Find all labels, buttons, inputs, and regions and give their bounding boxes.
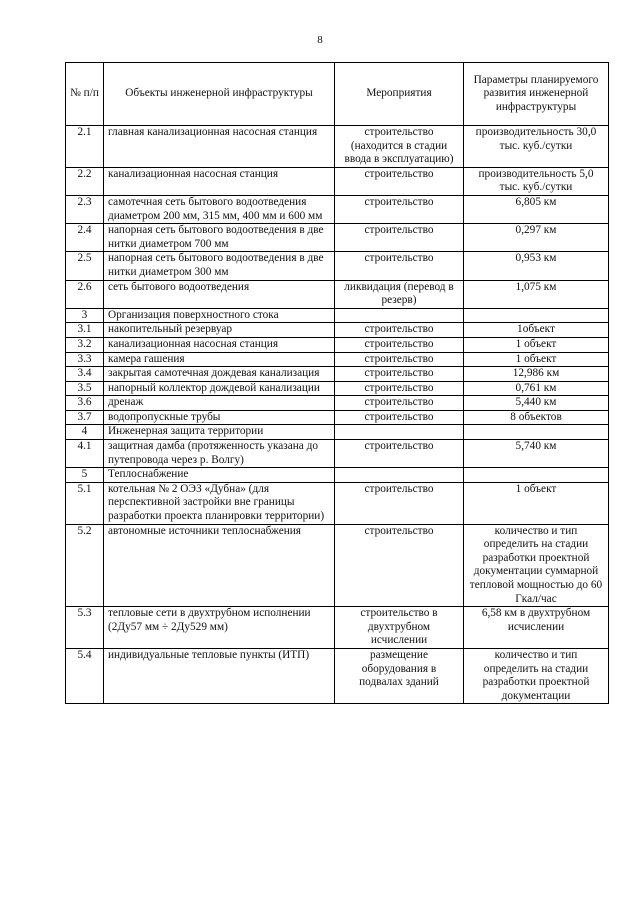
cell-object: сеть бытового водоотведения — [104, 280, 335, 308]
page-number: 8 — [317, 34, 323, 46]
header-object: Объекты инженерной инфраструктуры — [104, 63, 335, 126]
cell-num: 4.1 — [66, 440, 104, 468]
cell-params — [464, 308, 609, 323]
cell-object: накопительный резервуар — [104, 323, 335, 338]
cell-num: 2.4 — [66, 224, 104, 252]
cell-params: количество и тип определить на стадии разработки проектной документации суммарной тепловой мощностью до 60 Гкал/час — [464, 524, 609, 607]
cell-activity: строительство — [335, 352, 464, 367]
cell-object: камера гашения — [104, 352, 335, 367]
cell-object: напорный коллектор дождевой канализации — [104, 381, 335, 396]
cell-activity: строительство — [335, 337, 464, 352]
cell-num: 2.3 — [66, 195, 104, 223]
cell-activity: строительство — [335, 252, 464, 280]
table-row — [66, 337, 609, 352]
cell-params: 12,986 км — [464, 367, 609, 382]
table-row — [66, 126, 609, 168]
cell-num: 5.1 — [66, 482, 104, 524]
cell-params: 1 объект — [464, 482, 609, 524]
table-row — [66, 648, 609, 703]
cell-num: 2.2 — [66, 167, 104, 195]
cell-num: 4 — [66, 425, 104, 440]
cell-object: котельная № 2 ОЭЗ «Дубна» (для перспективной застройки вне границы разработки проекта планировки территории) — [104, 482, 335, 524]
cell-object: напорная сеть бытового водоотведения в две нитки диаметром 300 мм — [104, 252, 335, 280]
table-row — [66, 367, 609, 382]
cell-params: 0,761 км — [464, 381, 609, 396]
cell-num: 3.2 — [66, 337, 104, 352]
cell-activity: строительство — [335, 224, 464, 252]
cell-object: Теплоснабжение — [104, 468, 335, 483]
cell-object: главная канализационная насосная станция — [104, 126, 335, 168]
cell-params: 1,075 км — [464, 280, 609, 308]
cell-object: Организация поверхностного стока — [104, 308, 335, 323]
cell-num: 3.4 — [66, 367, 104, 382]
cell-activity: размещение оборудования в подвалах зданий — [335, 648, 464, 703]
cell-object: закрытая самотечная дождевая канализация — [104, 367, 335, 382]
cell-activity — [335, 468, 464, 483]
table-row — [66, 323, 609, 338]
cell-params: 5,740 км — [464, 440, 609, 468]
table-row — [66, 280, 609, 308]
table-row — [66, 308, 609, 323]
cell-object: тепловые сети в двухтрубном исполнении (2Ду57 мм ÷ 2Ду529 мм) — [104, 607, 335, 649]
cell-params: 8 объектов — [464, 410, 609, 425]
cell-activity: строительство в двухтрубном исчислении — [335, 607, 464, 649]
cell-object: Инженерная защита территории — [104, 425, 335, 440]
cell-activity: строительство — [335, 195, 464, 223]
cell-activity: ликвидация (перевод в резерв) — [335, 280, 464, 308]
cell-object: водопропускные трубы — [104, 410, 335, 425]
cell-activity: строительство — [335, 323, 464, 338]
cell-object: защитная дамба (протяженность указана до путепровода через р. Волгу) — [104, 440, 335, 468]
cell-params: 0,953 км — [464, 252, 609, 280]
cell-num: 2.1 — [66, 126, 104, 168]
table-row — [66, 482, 609, 524]
cell-activity — [335, 425, 464, 440]
cell-params: 1объект — [464, 323, 609, 338]
cell-object: дренаж — [104, 396, 335, 411]
header-params: Параметры планируемого развития инженерной инфраструктуры — [464, 63, 609, 126]
cell-params: 6,58 км в двухтрубном исчислении — [464, 607, 609, 649]
cell-params: количество и тип определить на стадии разработки проектной документации — [464, 648, 609, 703]
table-row — [66, 607, 609, 649]
header-num: № п/п — [66, 63, 104, 126]
cell-activity — [335, 308, 464, 323]
table-header-row — [66, 63, 609, 126]
cell-params: 5,440 км — [464, 396, 609, 411]
cell-object: индивидуальные тепловые пункты (ИТП) — [104, 648, 335, 703]
table-row — [66, 440, 609, 468]
cell-activity: строительство — [335, 410, 464, 425]
cell-params — [464, 425, 609, 440]
cell-params: 1 объект — [464, 337, 609, 352]
table-row — [66, 224, 609, 252]
cell-object: автономные источники теплоснабжения — [104, 524, 335, 607]
cell-object: напорная сеть бытового водоотведения в две нитки диаметром 700 мм — [104, 224, 335, 252]
cell-num: 5.4 — [66, 648, 104, 703]
cell-num: 5.2 — [66, 524, 104, 607]
cell-num: 3.5 — [66, 381, 104, 396]
cell-activity: строительство — [335, 367, 464, 382]
cell-params: 6,805 км — [464, 195, 609, 223]
cell-params: производительность 5,0 тыс. куб./сутки — [464, 167, 609, 195]
cell-activity: строительство — [335, 482, 464, 524]
cell-activity: строительство — [335, 440, 464, 468]
cell-activity: строительство — [335, 396, 464, 411]
table-row — [66, 396, 609, 411]
cell-params — [464, 468, 609, 483]
table-row — [66, 425, 609, 440]
cell-activity: строительство — [335, 381, 464, 396]
table-row — [66, 524, 609, 607]
cell-num: 3.6 — [66, 396, 104, 411]
cell-activity: строительство (находится в стадии ввода в эксплуатацию) — [335, 126, 464, 168]
cell-activity: строительство — [335, 167, 464, 195]
cell-num: 2.6 — [66, 280, 104, 308]
table-body — [66, 126, 609, 704]
cell-num: 5 — [66, 468, 104, 483]
infrastructure-table — [65, 62, 609, 704]
table-row — [66, 352, 609, 367]
cell-num: 3.3 — [66, 352, 104, 367]
header-activity: Мероприятия — [335, 63, 464, 126]
cell-params: 0,297 км — [464, 224, 609, 252]
table-row — [66, 410, 609, 425]
table-row — [66, 167, 609, 195]
cell-num: 5.3 — [66, 607, 104, 649]
table-row — [66, 252, 609, 280]
cell-params: 1 объект — [464, 352, 609, 367]
cell-object: самотечная сеть бытового водоотведения диаметром 200 мм, 315 мм, 400 мм и 600 мм — [104, 195, 335, 223]
cell-object: канализационная насосная станция — [104, 167, 335, 195]
table-row — [66, 381, 609, 396]
table-row — [66, 468, 609, 483]
cell-activity: строительство — [335, 524, 464, 607]
cell-num: 3.7 — [66, 410, 104, 425]
table-row — [66, 195, 609, 223]
cell-num: 3 — [66, 308, 104, 323]
cell-num: 3.1 — [66, 323, 104, 338]
cell-object: канализационная насосная станция — [104, 337, 335, 352]
cell-num: 2.5 — [66, 252, 104, 280]
cell-params: производительность 30,0 тыс. куб./сутки — [464, 126, 609, 168]
